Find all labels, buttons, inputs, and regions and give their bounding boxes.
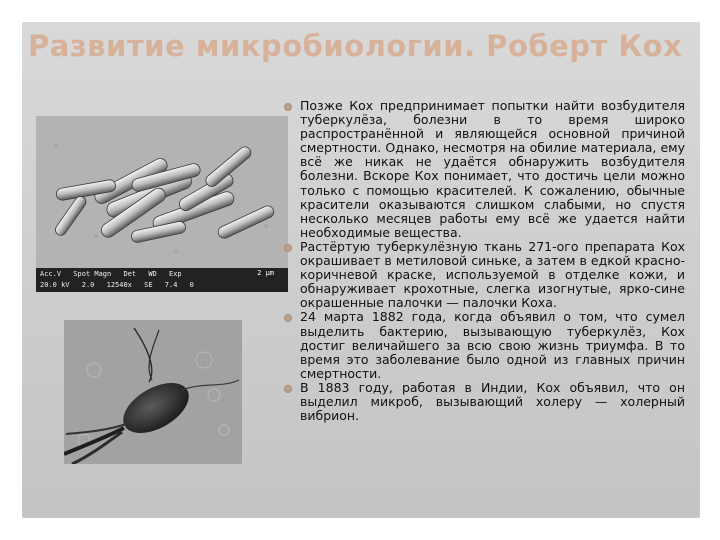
caption-value-det: SE bbox=[144, 281, 153, 289]
list-item bbox=[300, 310, 685, 380]
electron-micrograph-tuberculosis-bacilli bbox=[36, 116, 288, 292]
bacilli-illustration bbox=[36, 116, 288, 268]
micrograph-scale-label: 2 μm bbox=[257, 269, 274, 277]
vibrio-illustration bbox=[64, 320, 242, 464]
caption-value-wd: 7.4 bbox=[164, 281, 178, 289]
caption-field-exp: Exp bbox=[168, 270, 182, 278]
slide-title: Развитие микробиологии. Роберт Кох bbox=[28, 29, 683, 63]
caption-field-accv: Acc.V bbox=[40, 270, 62, 278]
caption-value-magn: 12540x bbox=[106, 281, 132, 289]
list-item-text: Позже Кох предпринимает попытки найти возбудителя туберкулёза, болезни в то время широко распространённой и являющейся основной причиной смертности. Однако, несмотря на обилие материала, ему всё же никак не удаётся обнаружить возбудителя болезни. Вскоре Кох понимает, что достичь цели можно только с помощью красителей. К сожалению, обычные красители оказываются слишком слабыми, но спустя несколько месяцев работы ему всё же удается найти необходимые вещества. bbox=[300, 98, 685, 240]
caption-value-kv: 20.0 kV bbox=[40, 281, 70, 289]
caption-field-det: Det bbox=[123, 270, 137, 278]
micrograph-caption-fields bbox=[40, 269, 284, 280]
list-item bbox=[300, 99, 685, 240]
bullet-icon bbox=[284, 103, 292, 111]
caption-value-spot: 2.0 bbox=[81, 281, 95, 289]
bullet-icon bbox=[284, 244, 292, 252]
list-item-text: Растёртую туберкулёзную ткань 271-ого препарата Кох окрашивает в метиловой синьке, а затем в едкой красно-коричневой краске, используемой в отделке кожи, и обнаруживает крохотные, слегка изогнутые, ярко-сине окрашенные палочки — палочки Коха. bbox=[300, 238, 685, 311]
list-item bbox=[300, 240, 685, 310]
electron-micrograph-cholera-vibrio bbox=[64, 320, 242, 464]
list-item-text: В 1883 году, работая в Индии, Кох объявил, что он выделил микроб, вызывающий холеру — холерный вибрион. bbox=[300, 379, 685, 424]
caption-field-spot-magn: Spot Magn bbox=[73, 270, 112, 278]
micrograph-caption bbox=[36, 268, 288, 292]
bullet-list bbox=[300, 99, 685, 423]
bullet-icon bbox=[284, 385, 292, 393]
micrograph-caption-values bbox=[40, 280, 284, 291]
list-item bbox=[300, 381, 685, 423]
list-item-text: 24 марта 1882 года, когда объявил о том, что сумел выделить бактерию, вызывающую туберкулёз, Кох достиг величайшего за всю свою жизнь триумфа. В то время это заболевание было одной из главных причин смертности. bbox=[300, 309, 685, 381]
caption-field-wd: WD bbox=[148, 270, 157, 278]
caption-value-exp: 0 bbox=[189, 281, 194, 289]
